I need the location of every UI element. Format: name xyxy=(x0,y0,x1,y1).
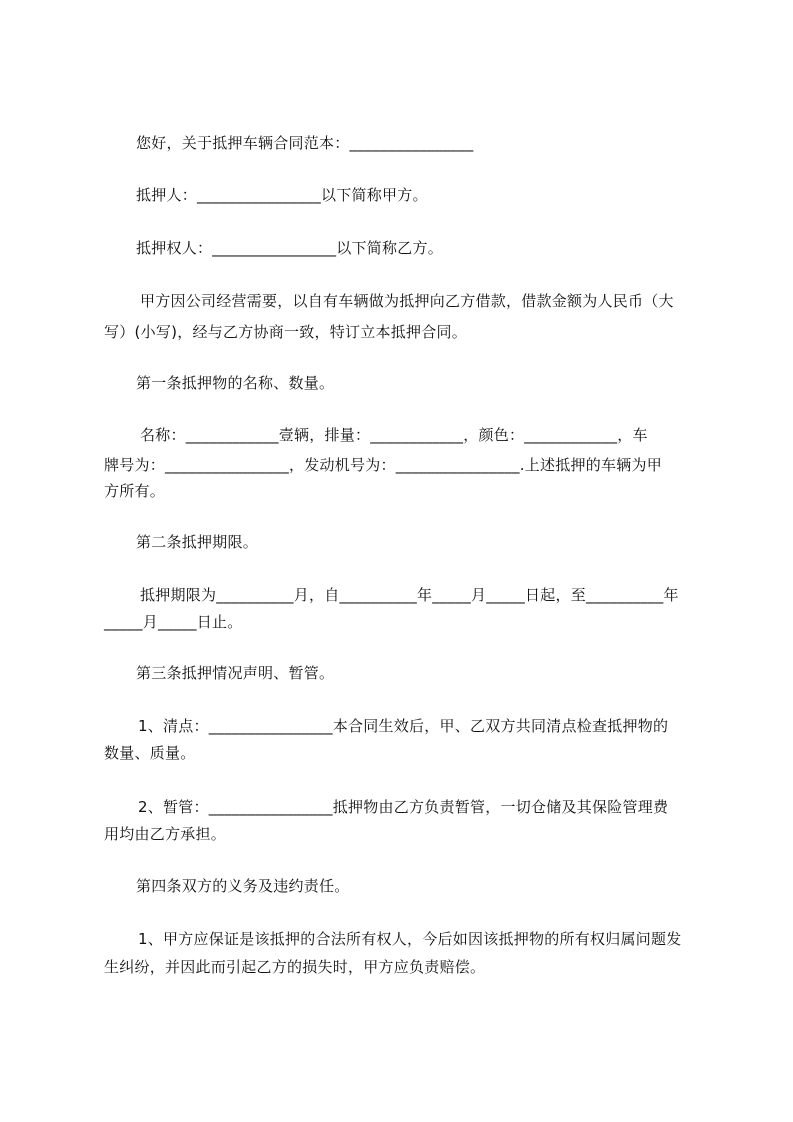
article-1-line-1: 名称：____________壹辆，排量：____________，颜色：____________，车 xyxy=(140,426,648,444)
article-3-item-1-line-2: 数量、质量。 xyxy=(104,744,196,762)
article-2-title: 第二条抵押期限。 xyxy=(136,533,259,551)
article-2-line-2: _____月_____日止。 xyxy=(104,613,243,631)
article-2-line-1: 抵押期限为__________月，自__________年_____月_____日起，至__________年 xyxy=(140,586,679,604)
article-3-title: 第三条抵押情况声明、暂管。 xyxy=(136,664,335,682)
preamble-line-2: 写）(小写)，经与乙方协商一致，特订立本抵押合同。 xyxy=(104,323,467,341)
mortgagor-line: 抵押人：________________以下简称甲方。 xyxy=(136,186,428,204)
article-1-title: 第一条抵押物的名称、数量。 xyxy=(136,374,335,392)
greeting-line: 您好，关于抵押车辆合同范本：________________ xyxy=(136,134,474,152)
article-1-line-3: 方所有。 xyxy=(104,482,166,500)
article-3-item-2-line-1: 2、暂管：________________抵押物由乙方负责暂管，一切仓储及其保险管理费 xyxy=(138,798,669,816)
article-3-item-1-line-1: 1、清点：________________本合同生效后，甲、乙双方共同清点检查抵押物的 xyxy=(138,717,669,735)
article-3-item-2-line-2: 用均由乙方承担。 xyxy=(104,825,227,843)
article-4-item-1-line-2: 生纠纷，并因此而引起乙方的损失时，甲方应负责赔偿。 xyxy=(104,958,486,976)
mortgagee-line: 抵押权人：________________以下简称乙方。 xyxy=(136,239,444,257)
preamble-line-1: 甲方因公司经营需要，以自有车辆做为抵押向乙方借款，借款金额为人民币（大 xyxy=(140,292,674,310)
article-4-title: 第四条双方的义务及违约责任。 xyxy=(136,877,350,895)
article-1-line-2: 牌号为：________________，发动机号为：________________.上述抵押的车辆为甲 xyxy=(104,456,663,474)
article-4-item-1-line-1: 1、甲方应保证是该抵押的合法所有权人，今后如因该抵押物的所有权归属问题发 xyxy=(138,930,682,948)
